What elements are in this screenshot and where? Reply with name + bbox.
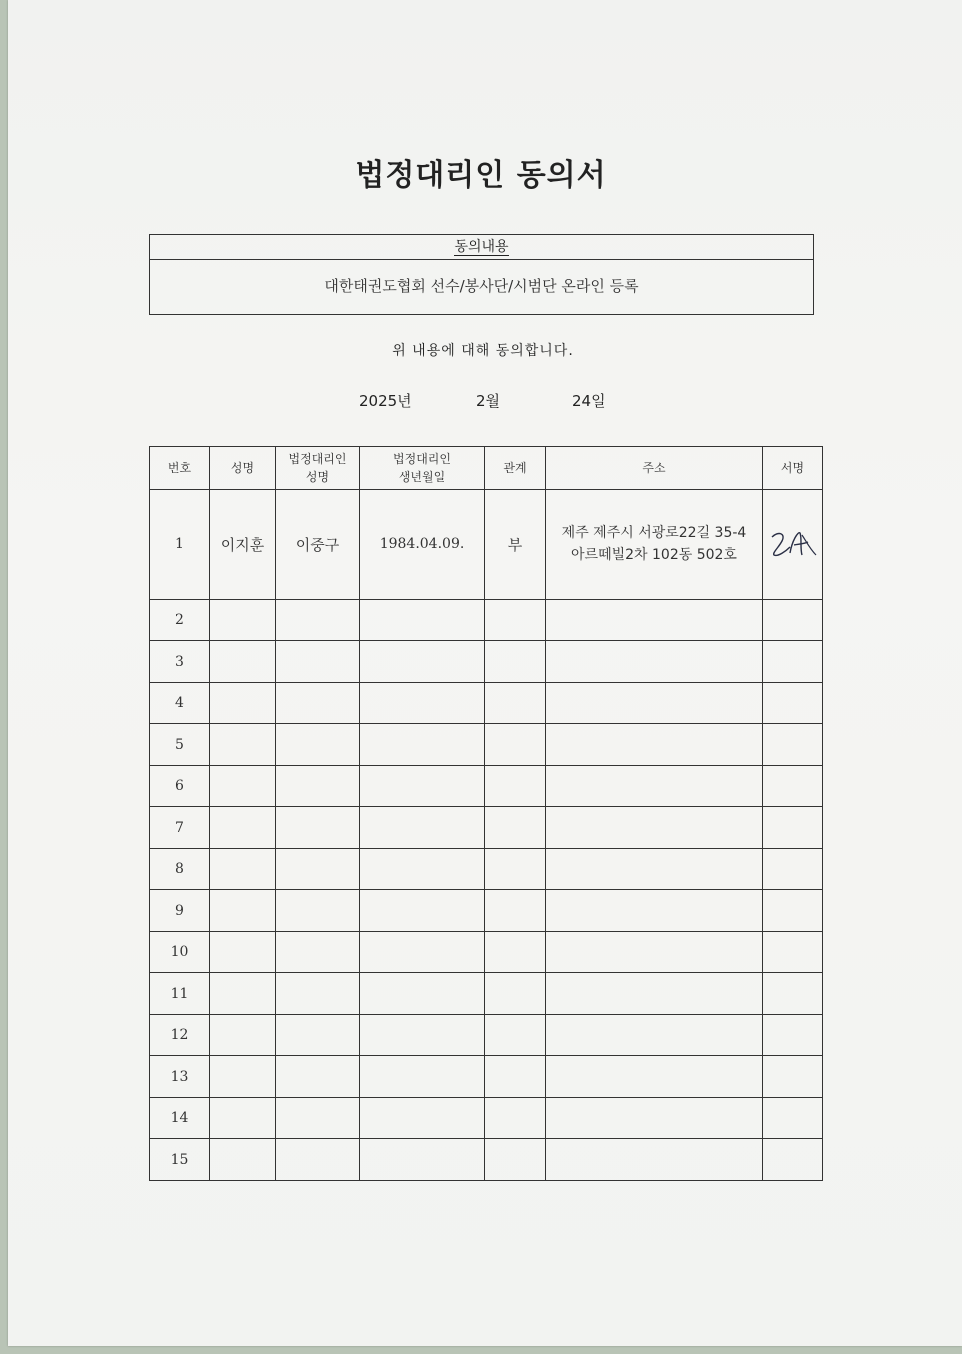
cell-number: 6: [150, 765, 210, 807]
handwritten-signature: [766, 527, 820, 561]
cell-address: [546, 724, 763, 766]
cell-guardian-name: [276, 682, 360, 724]
date-month: 2월: [476, 392, 501, 410]
table-row: [150, 490, 823, 600]
cell-number: 5: [150, 724, 210, 766]
cell-signature: [763, 973, 823, 1015]
table-row: [150, 1056, 823, 1098]
table-row: [150, 1139, 823, 1181]
cell-guardian-name: [276, 890, 360, 932]
cell-name: [210, 973, 276, 1015]
cell-guardian-name: [276, 765, 360, 807]
cell-guardian-birth: [360, 1097, 485, 1139]
cell-address: [546, 1056, 763, 1098]
cell-relation: [485, 1014, 546, 1056]
cell-address: [546, 765, 763, 807]
header-guardian-name: 법정대리인 성명: [276, 447, 360, 490]
cell-name: [210, 807, 276, 849]
cell-address: [546, 848, 763, 890]
address-line-2: 아르떼빌2차 102동 502호: [571, 547, 737, 564]
cell-relation: [485, 931, 546, 973]
cell-relation: [485, 890, 546, 932]
address-line-1: 제주 제주시 서광로22길 35-4: [561, 525, 747, 542]
consent-box: [149, 234, 814, 315]
cell-guardian-name: [276, 1139, 360, 1181]
table-row: [150, 1097, 823, 1139]
cell-address: [546, 931, 763, 973]
cell-guardian-birth: [360, 807, 485, 849]
table-row: [150, 682, 823, 724]
cell-signature: [763, 1097, 823, 1139]
cell-guardian-birth: [360, 682, 485, 724]
cell-relation: [485, 848, 546, 890]
cell-name: [210, 641, 276, 683]
table-row: [150, 931, 823, 973]
cell-relation: [485, 765, 546, 807]
cell-number: 14: [150, 1097, 210, 1139]
cell-address: [546, 973, 763, 1015]
cell-relation: [485, 1139, 546, 1181]
cell-relation: [485, 1056, 546, 1098]
cell-name: [210, 890, 276, 932]
table-row: [150, 765, 823, 807]
cell-guardian-birth: [360, 765, 485, 807]
cell-number: 8: [150, 848, 210, 890]
cell-name: [210, 1097, 276, 1139]
cell-signature: [763, 724, 823, 766]
cell-address: [546, 890, 763, 932]
cell-relation: [485, 807, 546, 849]
cell-signature: [763, 765, 823, 807]
table-row: [150, 724, 823, 766]
cell-guardian-name: [276, 641, 360, 683]
cell-name: [210, 1139, 276, 1181]
cell-name: [210, 1014, 276, 1056]
cell-guardian-birth: [360, 1014, 485, 1056]
cell-address: [546, 807, 763, 849]
cell-guardian-name: [276, 973, 360, 1015]
table-row: [150, 890, 823, 932]
cell-name: [210, 724, 276, 766]
cell-number: 2: [150, 599, 210, 641]
cell-guardian-name: [276, 1097, 360, 1139]
cell-signature: [763, 931, 823, 973]
cell-guardian-birth: [360, 641, 485, 683]
cell-relation: 부: [485, 490, 546, 600]
cell-guardian-name: [276, 1014, 360, 1056]
date-year: 2025년: [359, 392, 412, 410]
header-address: 주소: [546, 447, 763, 490]
cell-guardian-name: [276, 848, 360, 890]
table-row: [150, 973, 823, 1015]
cell-number: 13: [150, 1056, 210, 1098]
cell-address: [546, 1139, 763, 1181]
cell-number: 1: [150, 490, 210, 600]
cell-signature: [763, 848, 823, 890]
agreement-statement: 위 내용에 대해 동의합니다.: [392, 343, 574, 359]
cell-name: [210, 599, 276, 641]
cell-guardian-birth: [360, 890, 485, 932]
cell-relation: [485, 724, 546, 766]
cell-name: [210, 682, 276, 724]
cell-relation: [485, 641, 546, 683]
cell-guardian-birth: [360, 599, 485, 641]
cell-number: 7: [150, 807, 210, 849]
consent-heading: [150, 235, 813, 260]
cell-guardian-name: [276, 807, 360, 849]
table-row: [150, 641, 823, 683]
date-day: 24일: [572, 392, 606, 410]
cell-name: [210, 1056, 276, 1098]
cell-number: 11: [150, 973, 210, 1015]
cell-number: 9: [150, 890, 210, 932]
cell-guardian-name: [276, 724, 360, 766]
cell-guardian-name: 이중구: [276, 490, 360, 600]
cell-address: [546, 490, 763, 600]
cell-guardian-name: [276, 931, 360, 973]
cell-name: [210, 765, 276, 807]
cell-relation: [485, 599, 546, 641]
cell-signature: [763, 890, 823, 932]
cell-guardian-name: [276, 599, 360, 641]
cell-signature: [763, 1014, 823, 1056]
table-row: [150, 848, 823, 890]
cell-name: [210, 848, 276, 890]
cell-signature: [763, 807, 823, 849]
cell-guardian-birth: [360, 1056, 485, 1098]
cell-guardian-name: [276, 1056, 360, 1098]
cell-guardian-birth: [360, 1139, 485, 1181]
table-row: [150, 599, 823, 641]
header-name: 성명: [210, 447, 276, 490]
header-number: 번호: [150, 447, 210, 490]
cell-signature: [763, 682, 823, 724]
cell-address: [546, 641, 763, 683]
cell-number: 3: [150, 641, 210, 683]
cell-guardian-birth: 1984.04.09.: [360, 490, 485, 600]
document-title: 법정대리인 동의서: [355, 158, 607, 193]
table-row: [150, 807, 823, 849]
table-header-row: [150, 447, 823, 490]
cell-relation: [485, 1097, 546, 1139]
cell-address: [546, 682, 763, 724]
cell-signature: [763, 1056, 823, 1098]
cell-signature: [763, 490, 823, 600]
cell-number: 12: [150, 1014, 210, 1056]
cell-relation: [485, 973, 546, 1015]
cell-number: 10: [150, 931, 210, 973]
cell-signature: [763, 599, 823, 641]
cell-name: [210, 931, 276, 973]
cell-name: 이지훈: [210, 490, 276, 600]
cell-guardian-birth: [360, 973, 485, 1015]
cell-relation: [485, 682, 546, 724]
cell-guardian-birth: [360, 724, 485, 766]
header-guardian-birth: 법정대리인 생년월일: [360, 447, 485, 490]
table-row: [150, 1014, 823, 1056]
consent-content: 대한태권도협회 선수/봉사단/시범단 온라인 등록: [324, 277, 639, 295]
cell-address: [546, 1097, 763, 1139]
consent-heading-label: 동의내용: [454, 239, 509, 255]
cell-number: 15: [150, 1139, 210, 1181]
header-relation: 관계: [485, 447, 546, 490]
cell-signature: [763, 641, 823, 683]
cell-number: 4: [150, 682, 210, 724]
guardian-table: [149, 446, 823, 1181]
cell-signature: [763, 1139, 823, 1181]
cell-address: [546, 1014, 763, 1056]
cell-address: [546, 599, 763, 641]
cell-guardian-birth: [360, 848, 485, 890]
header-signature: 서명: [763, 447, 823, 490]
cell-guardian-birth: [360, 931, 485, 973]
table-body: [150, 490, 823, 1181]
